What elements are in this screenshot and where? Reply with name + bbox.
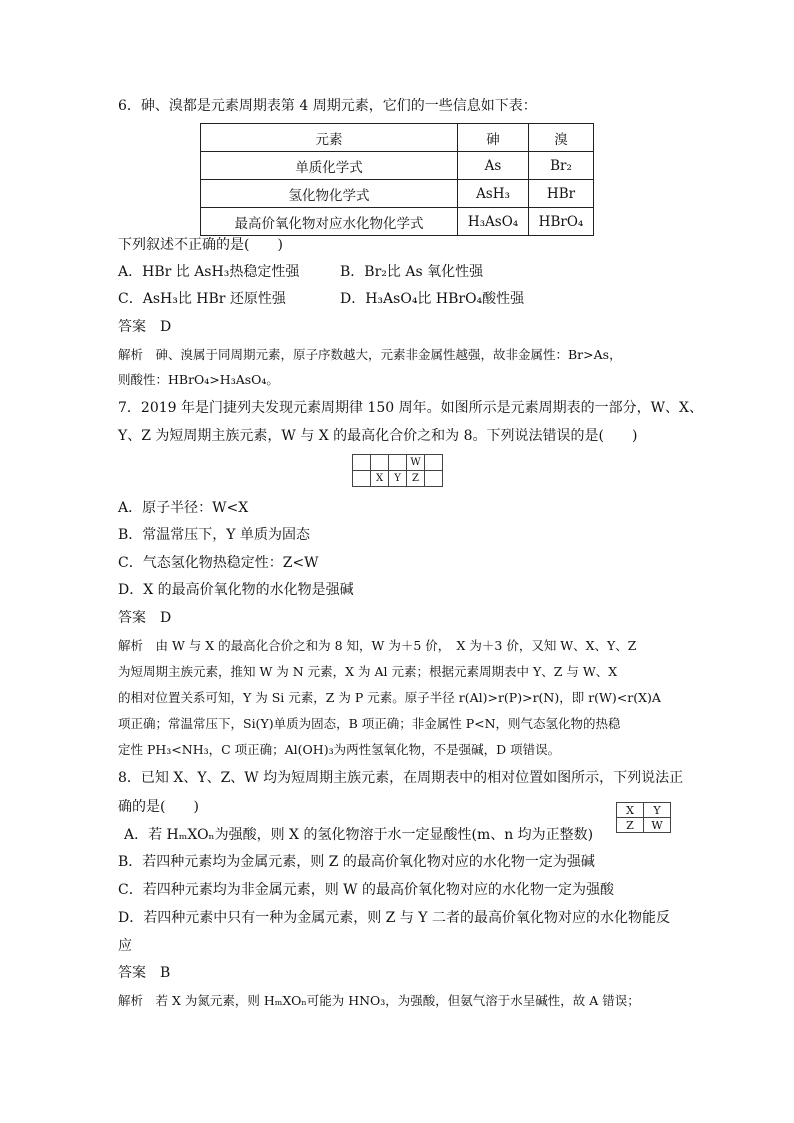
grid-cell: W	[407, 455, 425, 471]
q7-stem-line: 7．2019 年是门捷列夫发现元素周期律 150 周年。如图所示是元素周期表的一部分，W、X、	[118, 400, 703, 416]
q7-option-c: C．气态氢化物热稳定性：Z<W	[118, 555, 319, 571]
grid-cell	[389, 455, 407, 471]
q8-option-c: C．若四种元素均为非金属元素，则 W 的最高价氧化物对应的水化物一定为强酸	[118, 882, 614, 898]
q6-option-b: B．Br₂比 As 氧化性强	[340, 264, 484, 280]
table-header-cell: 元素	[201, 124, 458, 152]
grid-cell: W	[644, 818, 671, 833]
grid-cell: Z	[617, 818, 644, 833]
table-header-cell: 溴	[529, 124, 594, 152]
table-cell: HBr	[529, 180, 594, 208]
q7-analysis-line: 解析 由 W 与 X 的最高化合价之和为 8 知，W 为＋5 价， X 为＋3 价，又知 W、X、Y、Z	[118, 638, 637, 653]
grid-cell	[425, 471, 443, 487]
table-header-row	[201, 124, 594, 152]
q6-analysis-line: 则酸性：HBrO₄>H₃AsO₄。	[118, 372, 279, 387]
grid-cell: X	[371, 471, 389, 487]
table-cell: H₃AsO₄	[458, 208, 529, 236]
q7-option-a: A．原子半径：W<X	[118, 500, 249, 516]
q8-option-d-line: D．若四种元素中只有一种为金属元素，则 Z 与 Y 二者的最高价氧化物对应的水化物能反	[118, 910, 670, 926]
q6-option-d: D．H₃AsO₄比 HBrO₄酸性强	[340, 291, 525, 307]
table-cell: AsH₃	[458, 180, 529, 208]
q7-answer: 答案 D	[118, 610, 172, 626]
q8-analysis-line: 解析 若 X 为氮元素，则 HₘXOₙ可能为 HNO₃，为强酸，但氨气溶于水呈碱性，故 A 错误；	[118, 993, 640, 1008]
q6-option-a: A．HBr 比 AsH₃热稳定性强	[118, 264, 300, 280]
grid-cell: Y	[389, 471, 407, 487]
q8-periodic-grid	[616, 802, 671, 833]
q7-periodic-grid	[352, 454, 443, 487]
grid-cell	[371, 455, 389, 471]
q7-analysis-line: 的相对位置关系可知，Y 为 Si 元素，Z 为 P 元素。原子半径 r(Al)>r(P)>r(N)，即 r(W)<r(X)A	[118, 690, 661, 705]
q8-answer: 答案 B	[118, 965, 171, 981]
q6-question: 下列叙述不正确的是( )	[118, 237, 283, 253]
table-cell: 最高价氧化物对应水化物化学式	[201, 208, 458, 236]
q7-option-b: B．常温常压下，Y 单质为固态	[118, 527, 310, 543]
table-header-cell: 砷	[458, 124, 529, 152]
table-cell: As	[458, 152, 529, 180]
grid-cell	[425, 455, 443, 471]
grid-cell: Z	[407, 471, 425, 487]
grid-row	[353, 471, 443, 487]
table-cell: 氢化物化学式	[201, 180, 458, 208]
table-cell: HBrO₄	[529, 208, 594, 236]
grid-row	[617, 803, 671, 818]
grid-cell	[353, 471, 371, 487]
q6-answer: 答案 D	[118, 319, 172, 335]
q7-analysis-line: 为短周期主族元素，推知 W 为 N 元素，X 为 Al 元素；根据元素周期表中 Y、Z 与 W、X	[118, 664, 618, 679]
table-cell: 单质化学式	[201, 152, 458, 180]
q7-analysis-line: 定性 PH₃<NH₃，C 项正确；Al(OH)₃为两性氢氧化物，不是强碱，D 项错误。	[118, 742, 561, 757]
table-row	[201, 208, 594, 236]
q6-element-table	[200, 123, 594, 236]
q8-option-a: A．若 HₘXOₙ为强酸，则 X 的氢化物溶于水一定显酸性(m、n 均为正整数)	[124, 827, 594, 843]
table-row	[201, 152, 594, 180]
q7-option-d: D．X 的最高价氧化物的水化物是强碱	[118, 582, 354, 598]
q7-stem-line: Y、Z 为短周期主族元素，W 与 X 的最高化合价之和为 8。下列说法错误的是( )	[118, 428, 638, 444]
q8-stem-line: 8．已知 X、Y、Z、W 均为短周期主族元素，在周期表中的相对位置如图所示，下列说法正	[118, 770, 684, 786]
grid-cell	[353, 455, 371, 471]
q6-stem: 6．砷、溴都是元素周期表第 4 周期元素，它们的一些信息如下表：	[118, 98, 537, 114]
grid-row	[617, 818, 671, 833]
grid-cell: X	[617, 803, 644, 818]
grid-row	[353, 455, 443, 471]
grid-cell: Y	[644, 803, 671, 818]
q8-option-b: B．若四种元素均为金属元素，则 Z 的最高价氧化物对应的水化物一定为强碱	[118, 854, 595, 870]
q8-option-d-line: 应	[118, 938, 132, 954]
table-row	[201, 180, 594, 208]
table-cell: Br₂	[529, 152, 594, 180]
q7-analysis-line: 项正确；常温常压下，Si(Y)单质为固态，B 项正确；非金属性 P<N，则气态氢化物的热稳	[118, 716, 621, 731]
q8-stem-line: 确的是( )	[118, 799, 199, 815]
q6-analysis-line: 解析 砷、溴属于同周期元素，原子序数越大，元素非金属性越强，故非金属性：Br>As，	[118, 347, 622, 362]
q6-option-c: C．AsH₃比 HBr 还原性强	[118, 291, 286, 307]
